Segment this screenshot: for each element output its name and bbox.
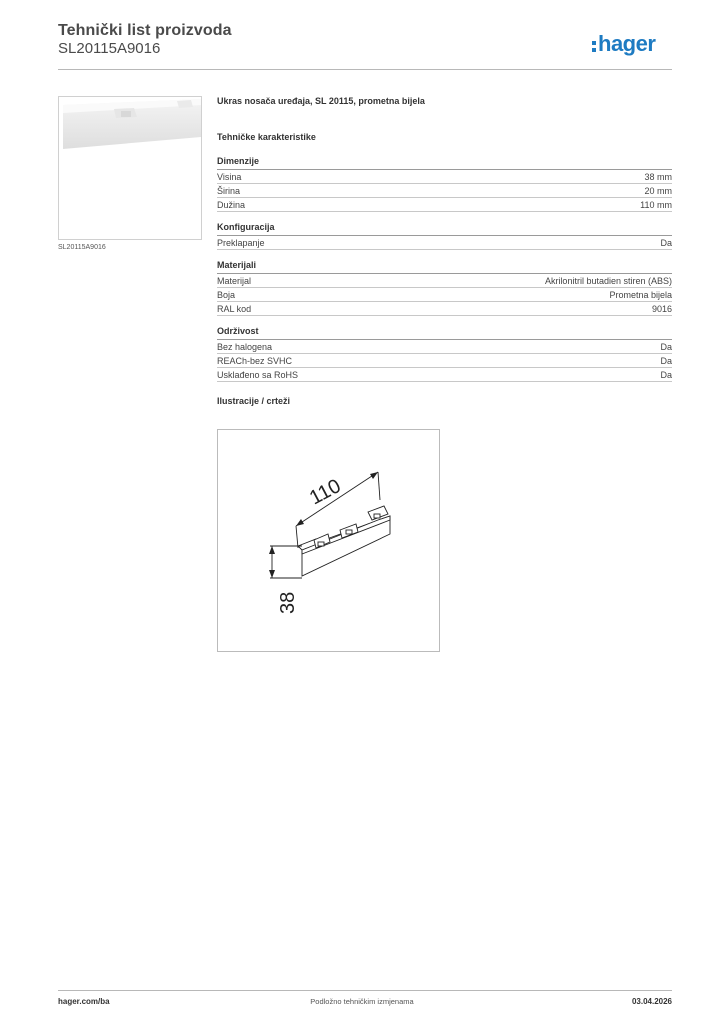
spec-row (217, 236, 672, 250)
product-description: Ukras nosača uređaja, SL 20115, prometna bijela (217, 96, 425, 106)
spec-row (217, 170, 672, 184)
spec-label: Usklađeno sa RoHS (217, 370, 299, 380)
section-title: Održivost (217, 326, 672, 340)
tech-heading: Tehničke karakteristike (217, 132, 316, 142)
footer-note: Podložno tehničkim izmjenama (310, 997, 414, 1006)
footer-date: 03.04.2026 (631, 997, 672, 1006)
spec-row (217, 274, 672, 288)
section-title: Materijali (217, 260, 672, 274)
spec-label: Preklapanje (217, 238, 265, 248)
spec-label: Materijal (217, 276, 252, 286)
spec-row (217, 368, 672, 382)
section-configuration (217, 222, 672, 250)
logo-wordmark: hager (598, 31, 656, 56)
length-dimension-label: 110 (306, 475, 345, 510)
spec-row (217, 354, 672, 368)
illustrations-heading: Ilustracije / crteži (217, 396, 291, 406)
spec-value: 20 mm (644, 186, 672, 196)
spec-value: 110 mm (640, 200, 672, 210)
spec-row (217, 184, 672, 198)
spec-value: Da (660, 342, 672, 352)
spec-value: Da (660, 370, 672, 380)
footer-website: hager.com/ba (58, 997, 110, 1006)
section-title: Dimenzije (217, 156, 672, 170)
spec-label: Širina (217, 186, 241, 196)
photo-caption: SL20115A9016 (58, 244, 106, 251)
height-dimension-label: 38 (277, 591, 299, 614)
header-divider (58, 69, 672, 70)
spec-label: Bez halogena (217, 342, 273, 352)
spec-value: Prometna bijela (609, 290, 672, 300)
spec-label: Dužina (217, 200, 246, 210)
spec-label: RAL kod (217, 304, 252, 314)
technical-drawing (217, 429, 440, 652)
spec-value: Akrilonitril butadien stiren (ABS) (544, 276, 672, 286)
spec-row (217, 288, 672, 302)
spec-row (217, 198, 672, 212)
spec-value: 38 mm (644, 172, 672, 182)
section-sustainability (217, 326, 672, 382)
spec-label: Visina (217, 172, 242, 182)
spec-value: Da (660, 238, 672, 248)
page-title: Tehnički list proizvoda (58, 22, 232, 39)
hager-logo (592, 28, 676, 58)
spec-label: Boja (217, 290, 236, 300)
spec-label: REACh-bez SVHC (217, 356, 293, 366)
section-materials (217, 260, 672, 316)
product-photo (58, 96, 202, 240)
spec-value: Da (660, 356, 672, 366)
section-title: Konfiguracija (217, 222, 672, 236)
spec-value: 9016 (651, 304, 672, 314)
spec-row (217, 302, 672, 316)
product-code: SL20115A9016 (58, 40, 161, 57)
spec-content (217, 96, 672, 406)
spec-row (217, 340, 672, 354)
section-dimensions (217, 156, 672, 212)
footer-divider (58, 990, 672, 991)
